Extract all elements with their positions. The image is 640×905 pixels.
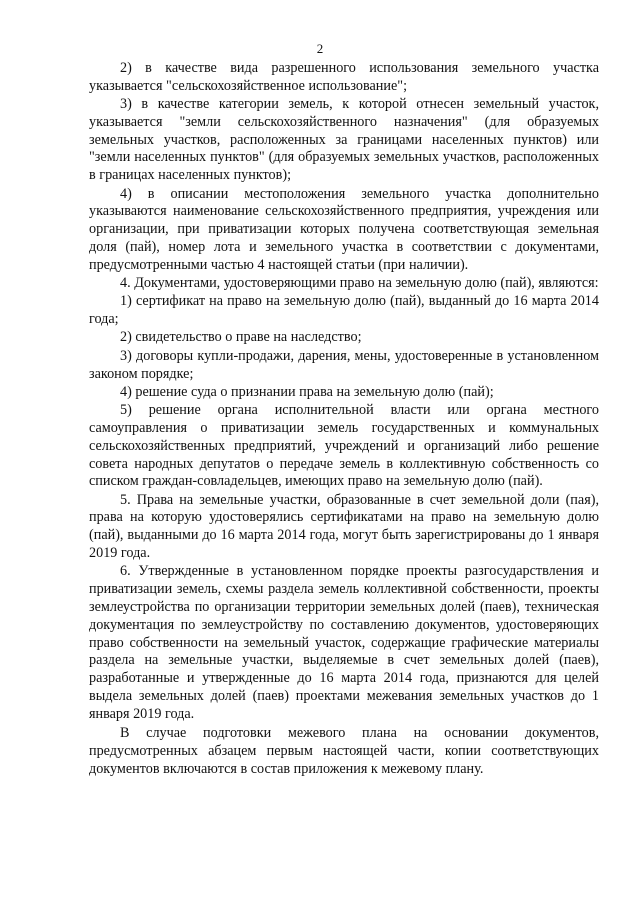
page-number: 2 [316, 41, 324, 56]
paragraph-part-6-continued: В случае подготовки межевого плана на основании документов, предусмотренных абзацем первым настоящей части, копии соответствующих документов включаются в состав приложения к межевому плану. [89, 725, 599, 778]
paragraph-item-4: 4) в описании местоположения земельного участка дополнительно указываются наименование сельскохозяйственного предприятия, учреждения или организации, при приватизации которых получена соответствующая земельная доля (пай), номер лота и земельного участка в соответствии с документами, предусмотренными частью 4 настоящей статьи (при наличии). [89, 185, 599, 273]
paragraph-document-5: 5) решение органа исполнительной власти или органа местного самоуправления о приватизации земель государственных и коммунальных сельскохозяйственных предприятий, учреждений и организаций либо решение совета народных депутатов о передаче земель в коллективную собственность со списком граждан-совладельцев, имеющих право на земельную долю (пай). [89, 402, 599, 490]
paragraph-document-1: 1) сертификат на право на земельную долю (пай), выданный до 16 марта 2014 года; [89, 293, 599, 328]
paragraph-part-4: 4. Документами, удостоверяющими право на земельную долю (пай), являются: [120, 275, 599, 292]
paragraph-document-4: 4) решение суда о признании права на земельную долю (пай); [120, 383, 494, 400]
paragraph-item-3: 3) в качестве категории земель, к которой отнесен земельный участок, указывается "земли сельскохозяйственного назначения" (для образуемых земельных участков, расположенных за границами населенных пунктов) или "земли населенных пунктов" (для образуемых земельных участков, расположенных в границах населенных пунктов); [89, 96, 599, 184]
paragraph-document-2: 2) свидетельство о праве на наследство; [120, 329, 362, 346]
paragraph-document-3: 3) договоры купли-продажи, дарения, мены, удостоверенные в установленном законом порядке; [89, 347, 599, 382]
document-body [89, 60, 599, 779]
paragraph-part-5: 5. Права на земельные участки, образованные в счет земельной доли (пая), права на которую удостоверялись сертификатами на право на земельную долю (пай), выданными до 16 марта 2014 года, могут быть зарегистрированы до 1 января 2019 года. [89, 491, 599, 562]
paragraph-part-6: 6. Утвержденные в установленном порядке проекты разгосударствления и приватизации земель, схемы раздела земель коллективной собственности, проекты землеустройства по организации территории земельных долей (паев), техническая документация по землеустройству по составлению документов, удостоверяющих право собственности на земельный участок, содержащие графические материалы раздела на земельные участки, выделяемые в счет земельных долей (паев), разработанные и утвержденные до 16 марта 2014 года, признаются для целей выдела земельных долей (паев) проектами межевания земельных участков до 1 января 2019 года. [89, 563, 599, 722]
paragraph-item-2: 2) в качестве вида разрешенного использования земельного участка указывается "сельскохозяйственное использование"; [89, 60, 599, 94]
